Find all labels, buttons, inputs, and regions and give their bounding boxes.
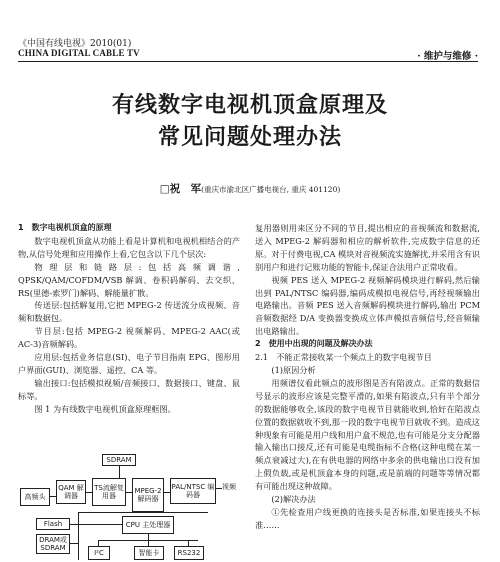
connector-bus	[98, 540, 198, 541]
diagram-flash: Flash	[36, 518, 70, 530]
body-paragraph: 传送层:包括解复用,它把 MPEG-2 传送流分成视频、音频和数据包。	[18, 300, 240, 324]
left-column	[18, 222, 240, 416]
diagram-cpu: CPU 主处理器	[122, 516, 174, 534]
connector-line	[86, 492, 92, 493]
body-paragraph: 图 1 为有线数字电视机顶盒原理框图。	[34, 403, 176, 414]
body-paragraph: 节目层:包括 MPEG-2 视频解码、MPEG-2 AAC(或 AC-3)音频解码。	[18, 326, 240, 350]
connector-line	[216, 488, 222, 489]
connector-line	[98, 540, 99, 546]
header-rule	[18, 61, 478, 62]
connector-bus	[78, 512, 79, 560]
article-title-line-2: 常见问题处理办法	[157, 125, 342, 150]
connector-line	[50, 496, 56, 497]
body-paragraph: 输出接口:包括模拟视频/音频接口、数据接口、键盘、鼠标等。	[18, 377, 240, 401]
diagram-smartcard: 智能卡	[134, 546, 164, 560]
diagram-mpeg2: MPEG-2 解码器	[132, 478, 164, 512]
diagram-dram: DRAM或 SDRAM	[36, 534, 70, 554]
body-text: 复用器则用来区分不同的节目,提出相应的音视频流和数据流,送入 MPEG-2 解码器和相应的解析软件,完成数字信息的还原。对于付费电视,CA 模块对音视频流实施解扰,并采用含有识别用户和进行记账功能的智能卡,保证合法用户正常收看。	[255, 223, 480, 272]
subsection-heading: (1)原因分析	[271, 364, 316, 375]
article-title-line-1: 有线数字电视机顶盒原理及	[111, 93, 388, 118]
figure-1-block-diagram	[18, 448, 240, 562]
journal-english-name: CHINA DIGITAL CABLE TV	[18, 48, 140, 58]
body-text: 2.1 不能正常接收某一个频点上的数字电视节目	[255, 352, 432, 363]
connector-line	[70, 543, 78, 544]
body-paragraph: ①先检查用户线更换的连接头是否标准,如果连接头不标准……	[255, 506, 480, 530]
connector-line	[126, 492, 132, 493]
diagram-video-out: 视频	[220, 478, 238, 496]
diagram-qam: QAM 解调器	[56, 480, 86, 504]
section-heading: 1 数字电视机顶盒的原理	[18, 223, 112, 232]
body-paragraph: 视频 PES 送入 MPEG-2 视频解码模块进行解码,然后输出到 PAL/NTSC 编码器,编码成模拟电视信号,再经视频输出电路输出。音频 PES 送入音频解码模块进行解码,输出 PCM 音频数据经 D/A 变换器变换成立体声模拟音频信号,经音频输出电路输出。	[255, 274, 480, 337]
diagram-sdram-top: SDRAM	[102, 454, 136, 466]
connector-line	[164, 492, 170, 493]
section-heading: 2 使用中出现的问题及解决办法	[255, 339, 373, 349]
diagram-rs232: RS232	[174, 546, 204, 560]
author-mark: □	[159, 183, 170, 195]
journal-issue: 《中国有线电视》2010(01)	[18, 39, 132, 49]
body-paragraph: 物理层和链路层:包括高频调谐, QPSK/QAM/COFDM/VSB 解调、卷积码解码、去交织、RS(里德-索罗门)解码、解能量扩散。	[18, 261, 240, 298]
subsection-heading: (2)解决办法	[271, 494, 316, 505]
diagram-i2c: I²C	[88, 546, 110, 560]
body-paragraph: 应用层:包括业务信息(SI)、电子节目指南 EPG、图形用户界面(GUI)、浏览器、遥控、CA 等。	[18, 352, 240, 375]
body-paragraph: 数字电视机顶盒从功能上看是计算机和电视机相结合的产物,从信号处理和应用操作上看,它包含以下几个层次:	[18, 235, 240, 259]
connector-bus	[78, 512, 208, 513]
connector-line	[119, 466, 120, 478]
section-label: · 维护与维修 ·	[417, 51, 478, 62]
connector-line	[70, 524, 122, 525]
diagram-pal-ntsc: PAL/NTSC 编码器	[170, 478, 216, 504]
body-paragraph: 用频谱仪看此频点的波形图是否有陷波点。正常的数据信号显示的波形应该是完整平滑的,如果有陷波点,只有半个部分的数据能够收全,该段的数字电视节目就能收到,恰好在陷波点位置的数据就收不到,那一段的数字电视节目就收不到。造成这种现象有可能是用户线和用户盒不规范,也有可能是分支分配器输入输出口接反,还有可能是电缆指标不合格(这种电缆在某一频点衰减过大),在有供电器的网络中多余的供电输出口没有加上假负载,或是机顶盒本身的问题,或是前端的问题等等情况都有可能出现这种故障。	[255, 377, 480, 492]
connector-line	[188, 540, 189, 546]
right-column	[255, 222, 480, 532]
author-name: 祝 军	[169, 183, 202, 195]
diagram-ts-demux: TS流解复用器	[92, 478, 126, 506]
author-affiliation: (重庆市渝北区广播电视台, 重庆 401120)	[201, 185, 341, 194]
author-line	[0, 181, 500, 196]
diagram-tuner: 高频头	[20, 488, 50, 506]
